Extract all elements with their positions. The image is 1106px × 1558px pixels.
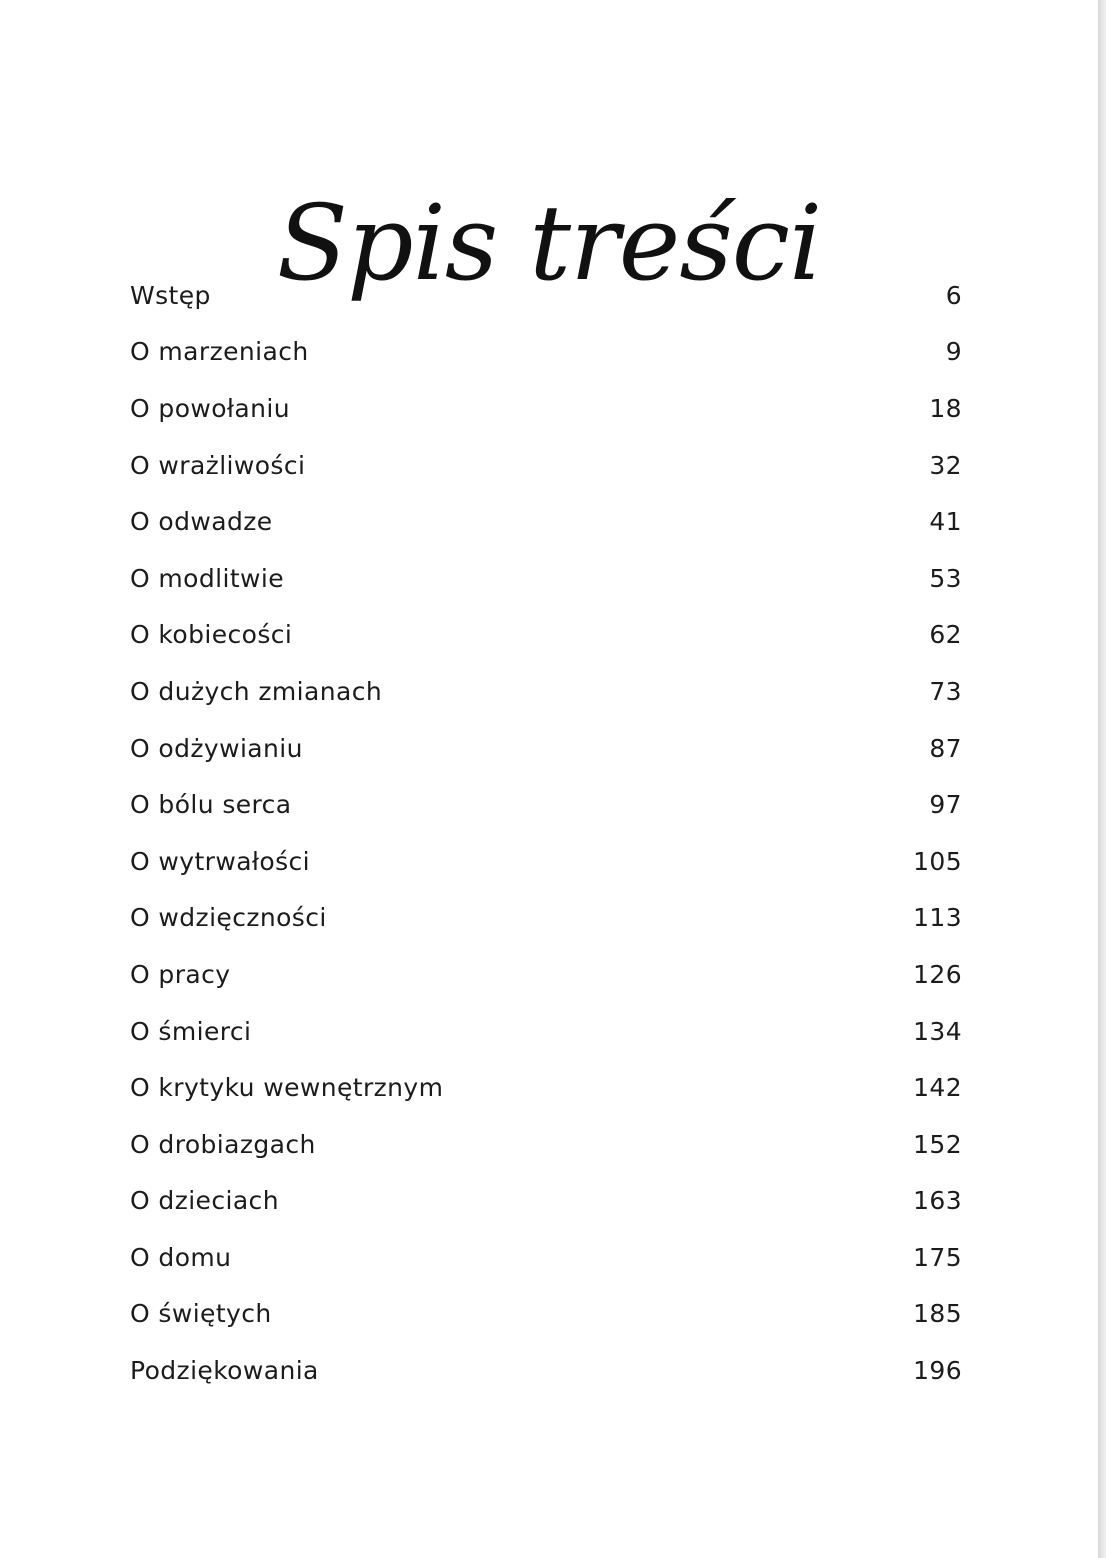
toc-entry bbox=[130, 324, 962, 381]
toc-entry-title: Wstęp bbox=[130, 280, 211, 310]
toc-entry bbox=[130, 1003, 962, 1060]
toc-entry bbox=[130, 776, 962, 833]
toc-entry-page: 73 bbox=[929, 676, 962, 706]
toc-entry-page: 134 bbox=[913, 1016, 962, 1046]
toc-entry-page: 113 bbox=[913, 903, 962, 933]
toc-entry bbox=[130, 946, 962, 1003]
toc-entry-title: O krytyku wewnętrznym bbox=[130, 1073, 444, 1103]
toc-entry bbox=[130, 1229, 962, 1286]
toc-entry bbox=[130, 550, 962, 607]
toc-entry-page: 53 bbox=[929, 563, 962, 593]
toc-entry-title: O wytrwałości bbox=[130, 846, 311, 876]
toc-entry-title: O marzeniach bbox=[130, 337, 309, 367]
toc-entry bbox=[130, 1173, 962, 1230]
toc-entry-page: 175 bbox=[913, 1242, 962, 1272]
toc-entry bbox=[130, 607, 962, 664]
toc-entry-title: O domu bbox=[130, 1242, 232, 1272]
toc-entry-title: O wrażliwości bbox=[130, 450, 306, 480]
toc-entry-page: 18 bbox=[929, 393, 962, 423]
page-edge-shadow bbox=[1098, 0, 1106, 1558]
toc-entry-page: 105 bbox=[913, 846, 962, 876]
toc-entry-title: O pracy bbox=[130, 959, 231, 989]
toc-entry bbox=[130, 663, 962, 720]
toc-entry-page: 126 bbox=[913, 959, 962, 989]
toc-entry-page: 163 bbox=[913, 1186, 962, 1216]
toc-entry bbox=[130, 890, 962, 947]
toc-entry-page: 87 bbox=[929, 733, 962, 763]
toc-entry-page: 62 bbox=[929, 620, 962, 650]
toc-entry-title: O dużych zmianach bbox=[130, 676, 383, 706]
toc-entry bbox=[130, 493, 962, 550]
toc-entry-page: 9 bbox=[945, 337, 962, 367]
toc-entry-title: O modlitwie bbox=[130, 563, 285, 593]
toc-entry-page: 6 bbox=[945, 280, 962, 310]
table-of-contents bbox=[130, 267, 962, 1399]
toc-entry-title: Podziękowania bbox=[130, 1356, 319, 1386]
toc-entry-title: O drobiazgach bbox=[130, 1129, 316, 1159]
toc-entry bbox=[130, 1342, 962, 1399]
page-title: Spis treści bbox=[276, 181, 822, 304]
toc-entry bbox=[130, 437, 962, 494]
toc-entry-page: 41 bbox=[929, 507, 962, 537]
toc-entry-page: 196 bbox=[913, 1356, 962, 1386]
toc-entry-page: 152 bbox=[913, 1129, 962, 1159]
toc-entry bbox=[130, 380, 962, 437]
toc-entry bbox=[130, 720, 962, 777]
toc-entry-title: O kobiecości bbox=[130, 620, 293, 650]
toc-entry-title: O powołaniu bbox=[130, 393, 290, 423]
toc-entry-page: 97 bbox=[929, 790, 962, 820]
toc-entry bbox=[130, 1286, 962, 1343]
toc-entry bbox=[130, 267, 962, 324]
toc-entry bbox=[130, 1116, 962, 1173]
toc-entry-title: O bólu serca bbox=[130, 790, 292, 820]
toc-entry-page: 142 bbox=[913, 1073, 962, 1103]
toc-entry-title: O świętych bbox=[130, 1299, 272, 1329]
toc-entry-title: O dzieciach bbox=[130, 1186, 279, 1216]
toc-entry-title: O śmierci bbox=[130, 1016, 252, 1046]
toc-entry-page: 185 bbox=[913, 1299, 962, 1329]
toc-entry-page: 32 bbox=[929, 450, 962, 480]
toc-entry-title: O odżywianiu bbox=[130, 733, 303, 763]
toc-entry bbox=[130, 1059, 962, 1116]
toc-entry-title: O odwadze bbox=[130, 507, 273, 537]
toc-entry-title: O wdzięczności bbox=[130, 903, 327, 933]
toc-entry bbox=[130, 833, 962, 890]
